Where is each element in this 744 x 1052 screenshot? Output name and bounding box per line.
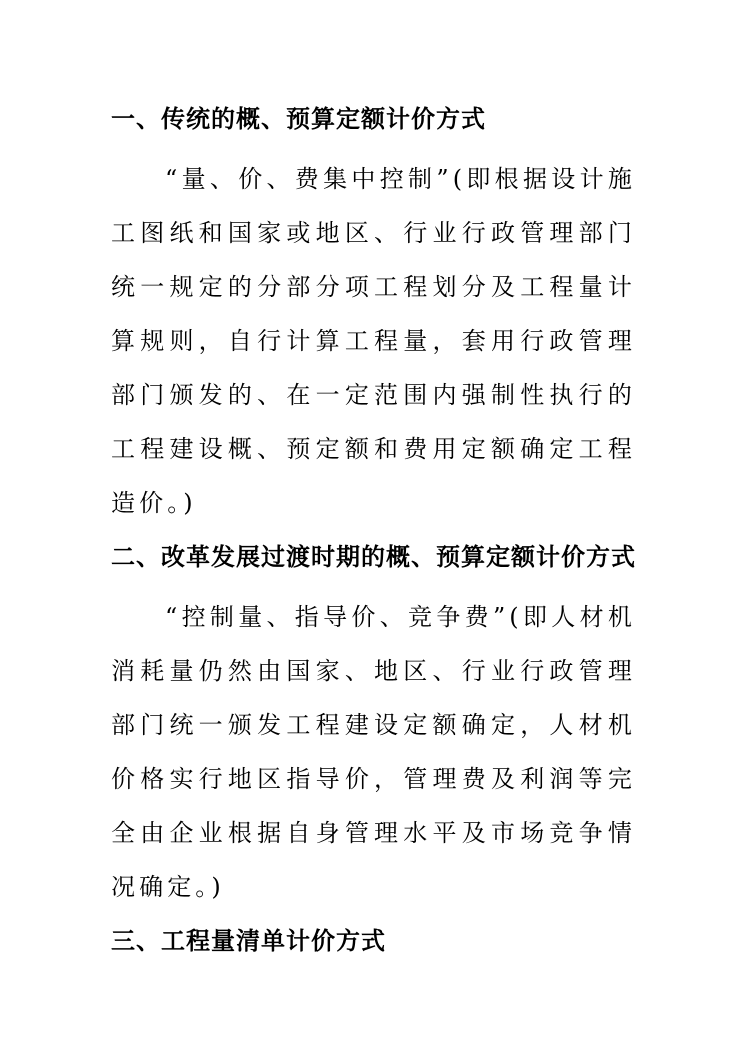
- section-paragraph-1: “量、价、费集中控制”(即根据设计施工图纸和国家或地区、行业行政管理部门统一规定的分部分项工程划分及工程量计算规则，自行计算工程量，套用行政管理部门颁发的、在一定范围内强制性执行的工程建设概、预定额和费用定额确定工程造价。): [111, 165, 636, 517]
- section-heading-3: 三、工程量清单计价方式: [111, 927, 386, 955]
- section-heading-1: 一、传统的概、预算定额计价方式: [111, 105, 486, 133]
- section-heading-2: 二、改革发展过渡时期的概、预算定额计价方式: [111, 543, 636, 571]
- document-page: [111, 92, 636, 968]
- section-paragraph-2: “控制量、指导价、竞争费”(即人材机消耗量仍然由国家、地区、行业行政管理部门统一颁发工程建设定额确定，人材机价格实行地区指导价，管理费及利润等完全由企业根据自身管理水平及市场竞争情况确定。): [111, 603, 636, 901]
